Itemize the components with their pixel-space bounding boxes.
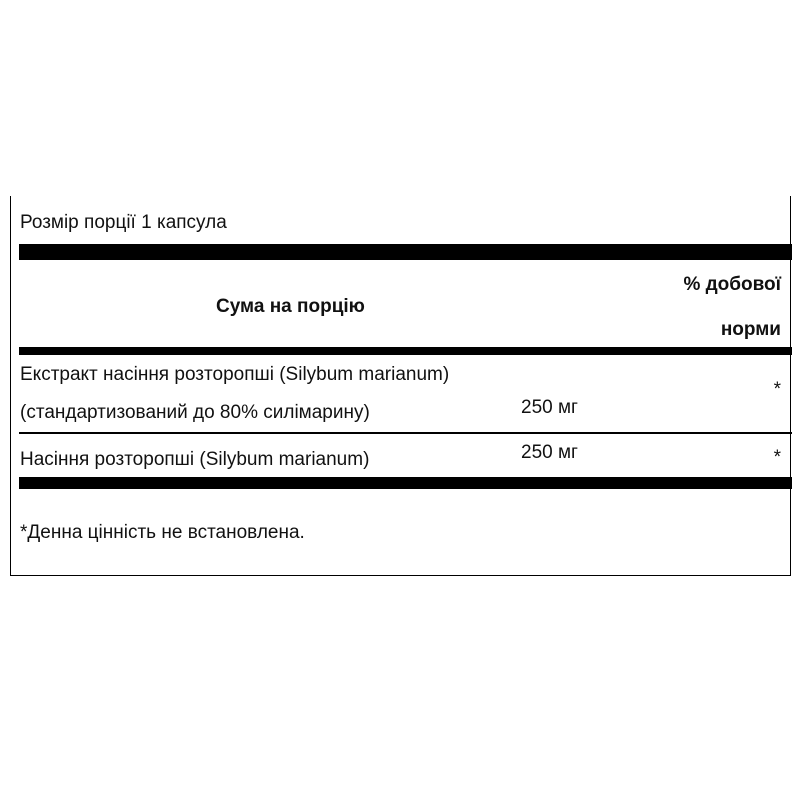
amount-per-serving-header: Сума на порцію [216,296,365,317]
daily-value-header-line2: норми [720,319,781,340]
daily-value-header-line1: % добової [683,274,781,295]
thick-divider-bottom [19,477,792,489]
thick-divider-top [19,244,792,260]
nutrient-name-line1: Насіння розторопші (Silybum marianum) [20,449,370,470]
medium-divider [19,347,792,355]
nutrient-amount: 250 мг [521,442,578,463]
serving-size-text: Розмір порції 1 капсула [20,212,227,233]
supplement-facts-panel [10,196,791,576]
nutrient-daily-value: * [773,379,781,400]
nutrient-name-line1: Екстракт насіння розторопші (Silybum marianum) [20,364,450,385]
footnote: *Денна цінність не встановлена. [20,522,305,543]
nutrient-amount: 250 мг [521,397,578,418]
nutrient-daily-value: * [773,447,781,468]
nutrient-name-line2: (стандартизований до 80% силімарину) [20,402,370,423]
row-divider [19,432,792,434]
